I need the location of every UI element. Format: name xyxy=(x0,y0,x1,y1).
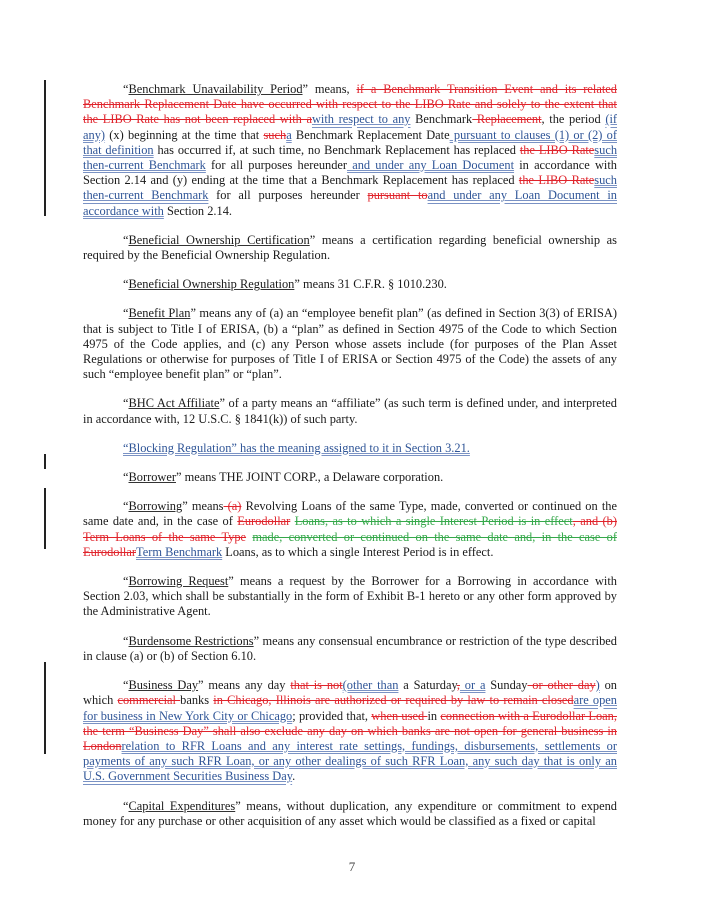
inserted-text: ) xyxy=(595,678,600,693)
text-segment: a Saturday xyxy=(398,678,457,693)
moved-text: Loans, as to which a single Interest Period is in effect xyxy=(294,514,573,529)
inserted-text: pursuant to clauses (1) or (2) of that definition xyxy=(83,127,617,157)
change-bar xyxy=(44,80,46,216)
text-segment: , the period xyxy=(541,112,606,127)
text-segment: for all purposes hereunder xyxy=(208,188,368,203)
text-segment: “ xyxy=(123,277,129,292)
deleted-text: , and (b) Term Loans of the same Type xyxy=(83,514,617,544)
text-segment: (x) beginning at the time that xyxy=(105,127,264,142)
text-segment: ” of a party means an “affiliate” (as such term is defined under, and interpreted in accordance with, 12 U.S.C. § 1841(k)) of such party. xyxy=(83,396,617,426)
defined-term: Business Day xyxy=(128,678,199,693)
defined-term: Borrowing Request xyxy=(128,574,229,589)
text-segment: . xyxy=(292,769,296,784)
deleted-text: commercial xyxy=(117,693,181,708)
inserted-text: a xyxy=(286,127,292,142)
text-segment: ” means any day xyxy=(198,678,291,693)
inserted-text: (if any) xyxy=(83,112,618,142)
text-segment: Benchmark xyxy=(410,112,473,127)
definition-business-day xyxy=(83,678,617,784)
text-segment: in accordance with Section 2.14 and (y) ending at the time that a Benchmark Replacement has replaced xyxy=(83,158,617,188)
definition-beneficial-ownership-regulation xyxy=(83,277,617,292)
inserted-text: such then-current Benchmark xyxy=(83,142,618,173)
text-segment: Sunday xyxy=(485,678,528,693)
text-segment: Section 2.14. xyxy=(163,203,232,218)
text-segment: ” means 31 C.F.R. § 1010.230. xyxy=(294,277,447,292)
inserted-text: relation to RFR Loans and any interest rate settings, fundings, disbursements, settlements or payments of any such RFR Loan, or any other dealings of such RFR Loan, any such day that is only an U.S. Government Securities Business Day xyxy=(83,738,617,784)
inserted-text: or a xyxy=(459,678,486,693)
defined-term: Benchmark Unavailability Period xyxy=(128,82,303,96)
text-segment: has occurred if, at such time, no Benchmark Replacement has replaced xyxy=(153,142,520,157)
definition-blocking-regulation xyxy=(83,441,617,456)
change-bar xyxy=(44,662,46,754)
change-bar xyxy=(44,454,46,469)
deleted-text: the LIBO Rate xyxy=(518,173,595,188)
inserted-text: with respect to any xyxy=(311,112,411,127)
text-segment: “ xyxy=(123,306,129,321)
text-segment: “ xyxy=(123,574,129,589)
definition-benefit-plan xyxy=(83,306,617,382)
deleted-text: that is not xyxy=(290,678,343,693)
text-segment: “ xyxy=(123,678,129,693)
deleted-text: Replacement xyxy=(472,112,542,127)
definition-capital-expenditures xyxy=(83,799,617,829)
inserted-text: are open for business in New York City or Chicago xyxy=(83,693,618,723)
text-segment: ” means xyxy=(182,499,224,514)
deleted-text: , xyxy=(456,678,460,693)
inserted-text: Term Benchmark xyxy=(136,544,223,559)
deleted-text: such xyxy=(263,127,287,142)
text-segment: ” means any consensual encumbrance or restriction of the type described in clause (a) or (b) of Section 6.10. xyxy=(83,633,617,663)
text-segment: ” means, xyxy=(302,82,357,96)
deleted-text: pursuant to xyxy=(367,188,428,203)
deleted-text: in Chicago, Illinois are authorized or required by law to remain closed xyxy=(213,693,574,708)
defined-term: Capital Expenditures xyxy=(128,798,236,813)
defined-term: Burdensome Restrictions xyxy=(128,633,254,648)
text-segment: “ xyxy=(123,499,129,514)
text-segment: “ xyxy=(123,470,129,485)
text-segment: ” means a certification regarding beneficial ownership as required by the Beneficial Ownership Regulation. xyxy=(83,232,617,263)
defined-term: Benefit Plan xyxy=(128,306,191,321)
deleted-text: Eurodollar xyxy=(237,514,291,529)
inserted-text: and under any Loan Document xyxy=(347,158,515,173)
defined-term: Beneficial Ownership Regulation xyxy=(128,277,295,292)
text-segment: ” means a request by the Borrower for a Borrowing in accordance with Section 2.03, which shall be substantially in the form of Exhibit B-1 hereto or any other form approved by the Administrative Agent. xyxy=(83,574,617,619)
definition-borrowing xyxy=(83,499,617,560)
text-segment: ; provided that, xyxy=(292,708,372,723)
definition-beneficial-ownership-certification xyxy=(83,233,617,263)
deleted-text: the LIBO Rate xyxy=(519,142,595,157)
inserted-text: such then-current Benchmark xyxy=(83,173,617,203)
text-segment: ” means any of (a) an “employee benefit plan” (as defined in Section 3(3) of ERISA) that is subject to Title I of ERISA, (b) a “plan” as defined in Section 4975 of the Code to which Section 4975 of the Code applies, and (c) any Person whose assets include (for purposes of the Plan Asset Regulations or otherwise for purposes of Title I of ERISA or Section 4975 of the Code) the assets of any such “employee benefit plan” or “plan”. xyxy=(83,306,617,382)
inserted-text: (other than xyxy=(342,678,399,693)
deleted-text: Eurodollar xyxy=(83,544,136,559)
definition-benchmark-unavailability-period xyxy=(83,82,617,219)
text-segment: ” means, without duplication, any expenditure or commitment to expend money for any purchase or other acquisition of any asset which would be classified as a fixed or capital xyxy=(83,798,617,828)
defined-term: Beneficial Ownership Certification xyxy=(128,232,310,247)
text-segment: “ xyxy=(123,798,129,813)
text-segment: “ xyxy=(123,232,129,247)
text-segment: Revolving Loans of the same Type, made, converted or continued on the same date and, in the case of xyxy=(83,499,617,529)
deleted-text: (a) xyxy=(223,499,242,514)
definition-borrowing-request xyxy=(83,574,617,620)
definition-borrower xyxy=(83,470,617,485)
text-segment: for all purposes hereunder xyxy=(205,158,348,173)
text-segment: on which xyxy=(83,678,618,708)
text-segment: banks xyxy=(180,693,214,708)
text-segment: “ xyxy=(123,633,129,648)
document-body xyxy=(83,82,617,829)
defined-term: BHC Act Affiliate xyxy=(128,396,220,411)
moved-text: made, converted or continued on the same date and, in the case of xyxy=(252,529,617,544)
inserted-text: “Blocking Regulation” has the meaning assigned to it in Section 3.21. xyxy=(123,440,470,455)
text-segment: ” means THE JOINT CORP., a Delaware corporation. xyxy=(175,470,444,485)
text-segment: “ xyxy=(123,396,129,411)
text-segment: Loans, as to which a single Interest Period is in effect. xyxy=(222,544,494,559)
page-number: 7 xyxy=(348,859,356,874)
text-segment: Benchmark Replacement Date xyxy=(291,127,450,142)
defined-term: Borrowing xyxy=(128,499,183,514)
defined-term: Borrower xyxy=(128,470,176,485)
definition-burdensome-restrictions xyxy=(83,634,617,664)
inserted-text: and under any Loan Document in accordance with xyxy=(83,188,617,218)
text-segment: in xyxy=(427,708,441,723)
definition-bhc-act-affiliate xyxy=(83,396,617,426)
deleted-text: when used xyxy=(371,708,428,723)
text-segment: “ xyxy=(123,82,129,96)
deleted-text: connection with a Eurodollar Loan, the term “Business Day” shall also exclude any day on which banks are not open for general business in London xyxy=(83,708,617,753)
deleted-text: or other day xyxy=(527,678,596,693)
change-bar xyxy=(44,488,46,549)
deleted-text: if a Benchmark Transition Event and its related Benchmark Replacement Date have occurred with respect to the LIBO Rate and solely to the extent that the LIBO Rate has not been replaced with a xyxy=(83,82,617,127)
